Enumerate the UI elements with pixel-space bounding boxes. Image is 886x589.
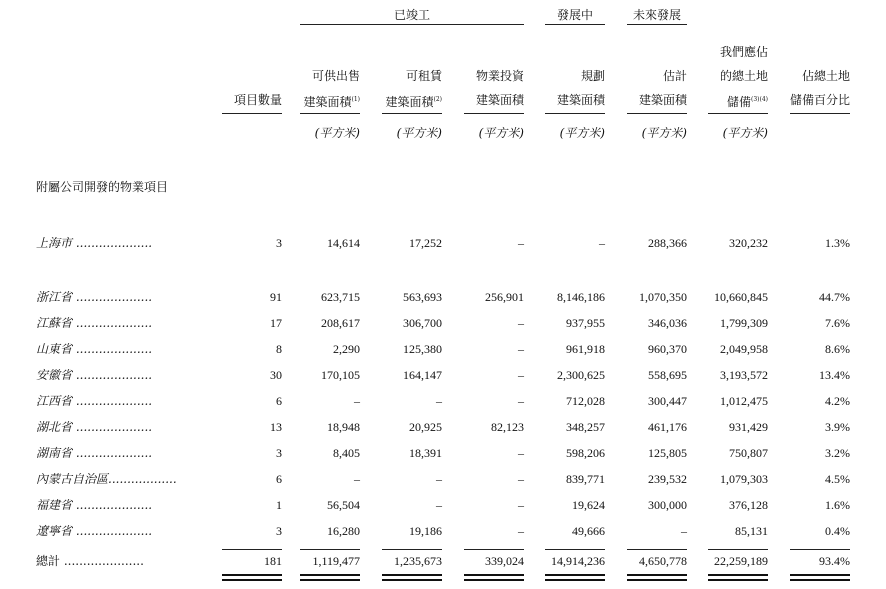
column-unit-total: (平方米) [722, 126, 768, 140]
cell-sale: 56,504 [327, 498, 360, 512]
cell-planned: 19,624 [572, 498, 605, 512]
cell-estimated: 288,366 [648, 236, 687, 250]
cell-estimated: 4,650,778 [639, 554, 687, 568]
column-header-underline [708, 113, 768, 114]
column-header-line [222, 88, 282, 112]
cell-count: 1 [276, 498, 282, 512]
group-header-completed: 已竣工 [393, 8, 430, 22]
total-double-rule [222, 579, 282, 581]
cell-sale: 14,614 [327, 236, 360, 250]
row-label: 上海市 .................... [36, 236, 153, 250]
cell-total: 3,193,572 [720, 368, 768, 382]
column-header-text: 可租賃 [405, 69, 442, 83]
cell-estimated: 300,000 [648, 498, 687, 512]
cell-planned: 8,146,186 [557, 290, 605, 304]
total-double-rule [627, 579, 687, 581]
cell-count: 91 [270, 290, 282, 304]
cell-planned: 348,257 [566, 420, 605, 434]
column-header-text: 建築面積 [303, 95, 352, 109]
total-top-rule [222, 549, 282, 550]
cell-invest: – [518, 342, 524, 356]
cell-total: 1,799,309 [720, 316, 768, 330]
cell-pct: 3.9% [825, 420, 850, 434]
section-title: 附屬公司開發的物業項目 [36, 180, 169, 194]
cell-sale: 208,617 [321, 316, 360, 330]
column-header-total [708, 40, 768, 114]
cell-lease: 19,186 [409, 524, 442, 538]
row-label: 安徽省 .................... [36, 368, 153, 382]
cell-invest: – [518, 472, 524, 486]
column-header-text: 估計 [662, 69, 687, 83]
row-label: 福建省 .................... [36, 498, 153, 512]
column-header-underline [627, 113, 687, 114]
footnote-marker: (3)(4) [751, 96, 768, 103]
cell-planned: 2,300,625 [557, 368, 605, 382]
cell-estimated: 300,447 [648, 394, 687, 408]
column-header-estimated [627, 64, 687, 112]
total-double-rule [545, 574, 605, 576]
cell-count: 181 [264, 554, 282, 568]
cell-estimated: – [681, 524, 687, 538]
total-double-rule [300, 579, 360, 581]
cell-count: 8 [276, 342, 282, 356]
column-header-underline [464, 113, 524, 114]
cell-count: 3 [276, 446, 282, 460]
cell-pct: 4.5% [825, 472, 850, 486]
column-header-line [627, 88, 687, 112]
column-header-text: 物業投資 [475, 69, 524, 83]
cell-sale: 623,715 [321, 290, 360, 304]
column-header-sale [300, 64, 360, 114]
cell-invest: – [518, 368, 524, 382]
total-double-rule [464, 579, 524, 581]
cell-lease: 164,147 [403, 368, 442, 382]
total-top-rule [627, 549, 687, 550]
cell-count: 13 [270, 420, 282, 434]
cell-pct: 0.4% [825, 524, 850, 538]
cell-lease: – [436, 498, 442, 512]
cell-invest: 339,024 [485, 554, 524, 568]
cell-invest: – [518, 524, 524, 538]
cell-lease: 18,391 [409, 446, 442, 460]
column-header-count [222, 88, 282, 112]
column-header-line [300, 64, 360, 88]
total-double-rule [464, 574, 524, 576]
total-top-rule [464, 549, 524, 550]
column-header-invest [464, 64, 524, 112]
cell-planned: 712,028 [566, 394, 605, 408]
cell-count: 3 [276, 236, 282, 250]
group-line-future [627, 24, 687, 25]
cell-invest: – [518, 394, 524, 408]
cell-total: 750,807 [729, 446, 768, 460]
group-line-developing [545, 24, 605, 25]
cell-total: 320,232 [729, 236, 768, 250]
group-line-completed [300, 24, 524, 25]
column-header-line [708, 40, 768, 64]
total-double-rule [708, 579, 768, 581]
cell-count: 3 [276, 524, 282, 538]
column-header-text: 儲備 [726, 95, 751, 109]
cell-pct: 3.2% [825, 446, 850, 460]
column-header-text: 可供出售 [311, 69, 360, 83]
column-header-text: 建築面積 [385, 95, 434, 109]
cell-total: 10,660,845 [714, 290, 768, 304]
footnote-marker: (1) [351, 96, 360, 103]
column-header-text: 的總土地 [719, 69, 768, 83]
cell-planned: – [599, 236, 605, 250]
row-label: 內蒙古自治區.................. [36, 472, 177, 486]
cell-count: 6 [276, 394, 282, 408]
cell-lease: 563,693 [403, 290, 442, 304]
cell-pct: 44.7% [819, 290, 850, 304]
cell-invest: – [518, 498, 524, 512]
row-label: 遼寧省 .................... [36, 524, 153, 538]
cell-lease: – [436, 394, 442, 408]
row-label: 江西省 .................... [36, 394, 153, 408]
cell-lease: 1,235,673 [394, 554, 442, 568]
row-label: 山東省 .................... [36, 342, 153, 356]
column-header-text: 規劃 [580, 69, 605, 83]
total-double-rule [382, 574, 442, 576]
cell-planned: 839,771 [566, 472, 605, 486]
cell-sale: 16,280 [327, 524, 360, 538]
row-label: 湖北省 .................... [36, 420, 153, 434]
cell-sale: – [354, 472, 360, 486]
cell-lease: 17,252 [409, 236, 442, 250]
table-row [0, 364, 886, 386]
column-header-text: 佔總土地 [801, 69, 850, 83]
cell-planned: 961,918 [566, 342, 605, 356]
cell-planned: 14,914,236 [551, 554, 605, 568]
cell-planned: 937,955 [566, 316, 605, 330]
cell-lease: 20,925 [409, 420, 442, 434]
cell-estimated: 1,070,350 [639, 290, 687, 304]
total-top-rule [382, 549, 442, 550]
column-unit-sale: (平方米) [314, 126, 360, 140]
cell-invest: – [518, 446, 524, 460]
cell-estimated: 239,532 [648, 472, 687, 486]
cell-total: 22,259,189 [714, 554, 768, 568]
cell-estimated: 558,695 [648, 368, 687, 382]
cell-pct: 1.3% [825, 236, 850, 250]
total-double-rule [382, 579, 442, 581]
column-header-text: 儲備百分比 [790, 93, 851, 107]
column-unit-lease: (平方米) [396, 126, 442, 140]
column-header-planned [545, 64, 605, 112]
cell-pct: 8.6% [825, 342, 850, 356]
row-label: 江蘇省 .................... [36, 316, 153, 330]
column-header-text: 建築面積 [638, 93, 687, 107]
total-top-rule [790, 549, 850, 550]
cell-pct: 93.4% [819, 554, 850, 568]
table-row [0, 468, 886, 490]
cell-pct: 1.6% [825, 498, 850, 512]
total-double-rule [627, 574, 687, 576]
cell-estimated: 346,036 [648, 316, 687, 330]
column-header-text: 建築面積 [556, 93, 605, 107]
cell-total: 2,049,958 [720, 342, 768, 356]
cell-count: 6 [276, 472, 282, 486]
total-double-rule [790, 579, 850, 581]
row-label: 浙江省 .................... [36, 290, 153, 304]
column-header-line [708, 88, 768, 114]
cell-estimated: 125,805 [648, 446, 687, 460]
cell-sale: 8,405 [333, 446, 360, 460]
column-unit-estimated: (平方米) [641, 126, 687, 140]
total-top-rule [708, 549, 768, 550]
column-header-line [545, 88, 605, 112]
total-top-rule [300, 549, 360, 550]
cell-total: 1,079,303 [720, 472, 768, 486]
cell-invest: – [518, 236, 524, 250]
cell-estimated: 461,176 [648, 420, 687, 434]
cell-sale: – [354, 394, 360, 408]
column-header-underline [222, 113, 282, 114]
column-header-text: 建築面積 [475, 93, 524, 107]
total-double-rule [545, 579, 605, 581]
column-header-line [464, 88, 524, 112]
cell-planned: 49,666 [572, 524, 605, 538]
cell-invest: 82,123 [491, 420, 524, 434]
cell-sale: 18,948 [327, 420, 360, 434]
cell-pct: 4.2% [825, 394, 850, 408]
cell-sale: 2,290 [333, 342, 360, 356]
total-top-rule [545, 549, 605, 550]
column-header-line [627, 64, 687, 88]
footnote-marker: (2) [433, 96, 442, 103]
cell-estimated: 960,370 [648, 342, 687, 356]
total-double-rule [708, 574, 768, 576]
cell-count: 30 [270, 368, 282, 382]
column-unit-planned: (平方米) [559, 126, 605, 140]
column-header-line [300, 88, 360, 114]
table-row [0, 232, 886, 254]
cell-count: 17 [270, 316, 282, 330]
cell-planned: 598,206 [566, 446, 605, 460]
column-header-underline [300, 113, 360, 114]
column-header-line [790, 64, 850, 88]
cell-lease: 306,700 [403, 316, 442, 330]
cell-total: 85,131 [735, 524, 768, 538]
table-row [0, 520, 886, 542]
column-header-line [464, 64, 524, 88]
row-label: 湖南省 .................... [36, 446, 153, 460]
column-header-text: 我們應佔 [719, 45, 768, 59]
cell-total: 931,429 [729, 420, 768, 434]
column-header-underline [545, 113, 605, 114]
table-row [0, 494, 886, 516]
total-double-rule [790, 574, 850, 576]
table-row [0, 390, 886, 412]
cell-pct: 7.6% [825, 316, 850, 330]
cell-total: 376,128 [729, 498, 768, 512]
total-double-rule [222, 574, 282, 576]
column-header-underline [790, 113, 850, 114]
cell-lease: – [436, 472, 442, 486]
column-unit-invest: (平方米) [478, 126, 524, 140]
cell-total: 1,012,475 [720, 394, 768, 408]
column-header-text: 項目數量 [233, 93, 282, 107]
total-label: 總計 ..................... [36, 554, 144, 568]
group-header-future: 未來發展 [632, 8, 681, 22]
table-row [0, 338, 886, 360]
column-header-line [382, 64, 442, 88]
column-header-lease [382, 64, 442, 114]
table-row [0, 442, 886, 464]
table-row [0, 416, 886, 438]
cell-pct: 13.4% [819, 368, 850, 382]
cell-sale: 1,119,477 [312, 554, 360, 568]
total-double-rule [300, 574, 360, 576]
cell-sale: 170,105 [321, 368, 360, 382]
column-header-underline [382, 113, 442, 114]
group-header-developing: 發展中 [556, 8, 593, 22]
cell-invest: 256,901 [485, 290, 524, 304]
cell-invest: – [518, 316, 524, 330]
table-row [0, 286, 886, 308]
column-header-line [790, 88, 850, 112]
table-row [0, 312, 886, 334]
column-header-line [382, 88, 442, 114]
total-row [0, 550, 886, 572]
cell-lease: 125,380 [403, 342, 442, 356]
column-header-line [545, 64, 605, 88]
column-header-pct [790, 64, 850, 112]
column-header-line [708, 64, 768, 88]
